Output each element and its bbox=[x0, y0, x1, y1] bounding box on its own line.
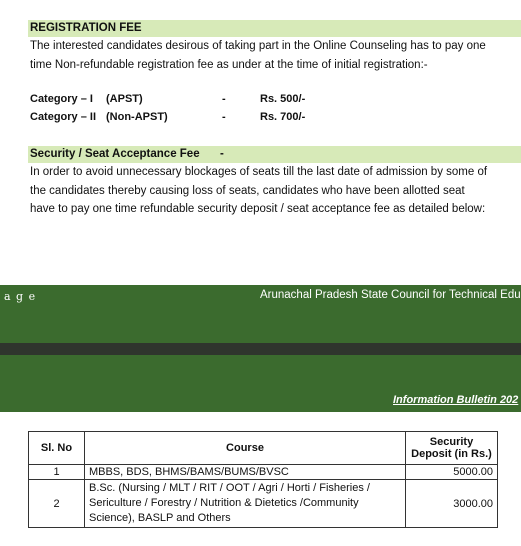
footer-page-label: a g e bbox=[4, 290, 37, 303]
category-row-2 bbox=[30, 111, 330, 127]
information-bulletin-header: Information Bulletin 202 bbox=[393, 394, 519, 406]
security-fee-dash: - bbox=[220, 148, 224, 160]
category-dash: - bbox=[222, 111, 226, 123]
category-type: (Non-APST) bbox=[106, 111, 168, 123]
category-row-1 bbox=[30, 93, 330, 109]
sl-no-cell: 1 bbox=[29, 465, 85, 480]
sl-no-cell: 2 bbox=[29, 480, 85, 528]
column-header-deposit: Security Deposit (in Rs.) bbox=[406, 432, 498, 465]
registration-fee-heading-text: REGISTRATION FEE bbox=[30, 22, 142, 34]
deposit-cell: 3000.00 bbox=[406, 480, 498, 528]
registration-fee-paragraph: The interested candidates desirous of taking part in the Online Counseling has to pay one time Non-refundable registration fee as under at the time of initial registration:- bbox=[30, 40, 486, 71]
category-dash: - bbox=[222, 93, 226, 105]
registration-fee-heading bbox=[28, 20, 521, 37]
table-row bbox=[29, 480, 498, 528]
table-row bbox=[29, 465, 498, 480]
table-header-row bbox=[29, 432, 498, 465]
category-fee: Rs. 700/- bbox=[260, 111, 306, 123]
column-header-sl-no: Sl. No bbox=[29, 432, 85, 465]
course-cell: B.Sc. (Nursing / MLT / RIT / OOT / Agri / Horti / Fisheries / Sericulture / Forestry / Nutrition & Dietetics /Community Science), BASLP and Others bbox=[85, 480, 406, 528]
course-cell: MBBS, BDS, BHMS/BAMS/BUMS/BVSC bbox=[85, 465, 406, 480]
category-type: (APST) bbox=[106, 93, 143, 105]
category-label: Category – II bbox=[30, 111, 97, 123]
category-fee: Rs. 500/- bbox=[260, 93, 306, 105]
category-label: Category – I bbox=[30, 93, 93, 105]
column-header-course: Course bbox=[85, 432, 406, 465]
security-fee-heading bbox=[28, 146, 521, 163]
deposit-cell: 5000.00 bbox=[406, 465, 498, 480]
footer-council-name: Arunachal Pradesh State Council for Technical Edu bbox=[260, 289, 521, 301]
footer-dark-stripe bbox=[0, 343, 521, 355]
security-deposit-table bbox=[28, 431, 498, 528]
security-fee-paragraph: In order to avoid unnecessary blockages of seats till the last date of admission by some of the candidates thereby causing loss of seats, candidates who have been allotted seat have to pay one time refundable security deposit / seat acceptance fee as detailed below: bbox=[30, 166, 488, 215]
security-fee-heading-text: Security / Seat Acceptance Fee bbox=[30, 148, 200, 160]
